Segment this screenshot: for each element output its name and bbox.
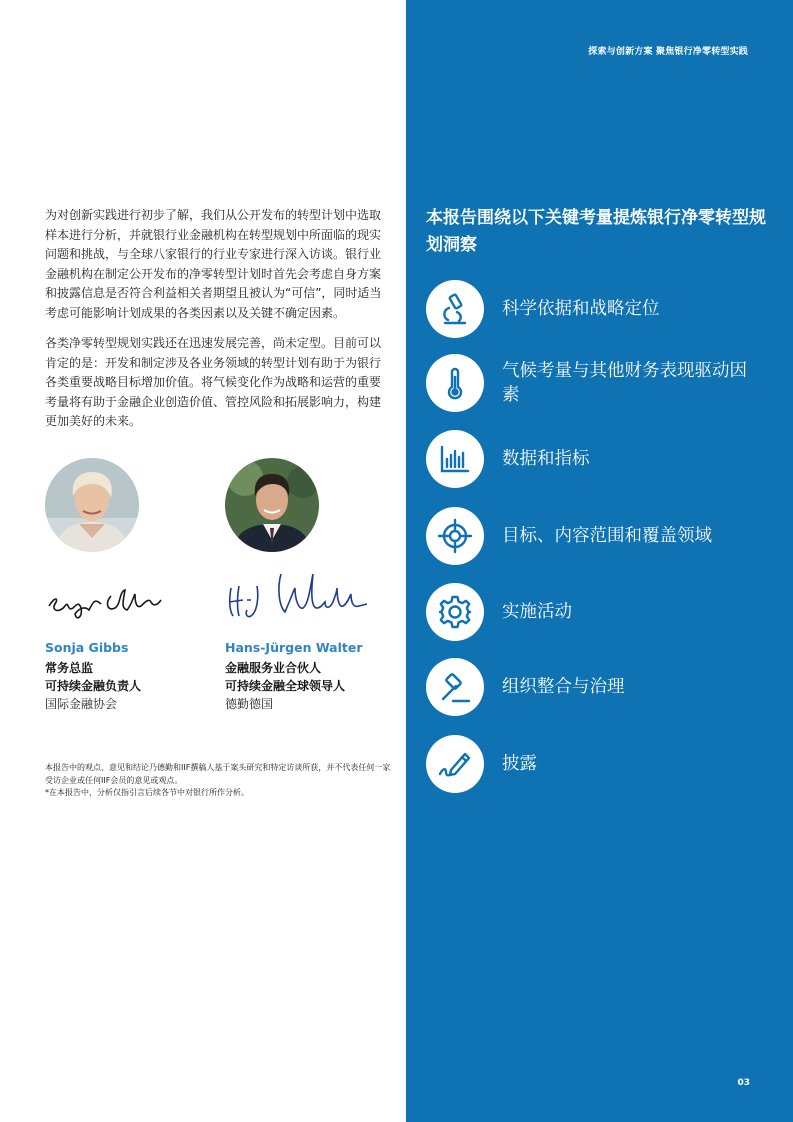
person-role: 金融服务业合伙人 [225, 661, 322, 675]
topic-label: 目标、内容范围和覆盖领域 [502, 526, 712, 546]
topic-label: 科学依据和战略定位 [502, 299, 660, 319]
topic-label: 气候考量与其他财务表现驱动因素 [502, 361, 747, 405]
person-organization: 德勤德国 [225, 697, 274, 711]
person-role: 可持续金融全球领导人 [225, 679, 346, 693]
thermometer-icon [426, 354, 484, 412]
disclaimer [45, 762, 395, 800]
topic-item [426, 583, 766, 643]
disclaimer-line: 本报告中的观点、意见和结论乃德勤和IIF撰稿人基于案头研究和特定访谈所获，并不代表任何一家受访企业或任何IIF会员的意见或观点。 [45, 763, 391, 785]
microscope-icon [426, 280, 484, 338]
topic-label: 组织整合与治理 [502, 677, 625, 697]
person-role: 可持续金融负责人 [45, 679, 142, 693]
pen-icon [426, 735, 484, 793]
gavel-icon [426, 658, 484, 716]
topic-item [426, 280, 766, 340]
topic-item [426, 430, 766, 490]
topic-item [426, 507, 766, 567]
person-sonja-gibbs [45, 458, 215, 711]
header-title: 探索与创新方案 聚焦银行净零转型实践 [588, 47, 748, 57]
topic-item [426, 354, 766, 414]
topic-item [426, 735, 766, 795]
bar-chart-icon [426, 430, 484, 488]
signature-hans-jurgen-walter [225, 568, 385, 628]
target-icon [426, 507, 484, 565]
topic-label: 数据和指标 [502, 449, 590, 469]
intro-paragraph: 为对创新实践进行初步了解，我们从公开发布的转型计划中选取样本进行分析，并就银行业金融机构在转型规划中所面临的现实问题和挑战，与全球八家银行的行业专家进行深入访谈。银行业金融机构在制定公开发布的净零转型计划时首先会考虑自身方案和披露信息是否符合利益相关者期望且被认为“可信”，同时适当考虑可能影响计划成果的各类因素以及关键不确定因素。 [45, 208, 382, 320]
panel-title: 本报告围绕以下关键考量提炼银行净零转型规划洞察 [426, 208, 766, 255]
topic-label: 实施活动 [502, 602, 572, 622]
person-organization: 国际金融协会 [45, 697, 118, 711]
avatar-photo [45, 458, 139, 552]
disclaimer-line: *在本报告中，分析仅指引言后续各节中对银行所作分析。 [45, 788, 249, 797]
person-role: 常务总监 [45, 661, 94, 675]
topic-label: 披露 [502, 754, 537, 774]
signature-sonja-gibbs [45, 568, 205, 628]
gear-icon [426, 583, 484, 641]
page-number: 03 [737, 1078, 750, 1088]
avatar-photo [225, 458, 319, 552]
person-hans-jurgen-walter [225, 458, 395, 711]
person-name: Hans-Jürgen Walter [225, 640, 363, 655]
intro-paragraph: 各类净零转型规划实践还在迅速发展完善，尚未定型。目前可以肯定的是：开发和制定涉及各业务领域的转型计划有助于为银行各类重要战略目标增加价值。将气候变化作为战略和运营的重要考量将有助于金融企业创造价值、管控风险和拓展影响力，构建更加美好的未来。 [45, 336, 382, 428]
person-name: Sonja Gibbs [45, 640, 129, 655]
intro-text [45, 206, 390, 432]
topic-item [426, 658, 766, 718]
